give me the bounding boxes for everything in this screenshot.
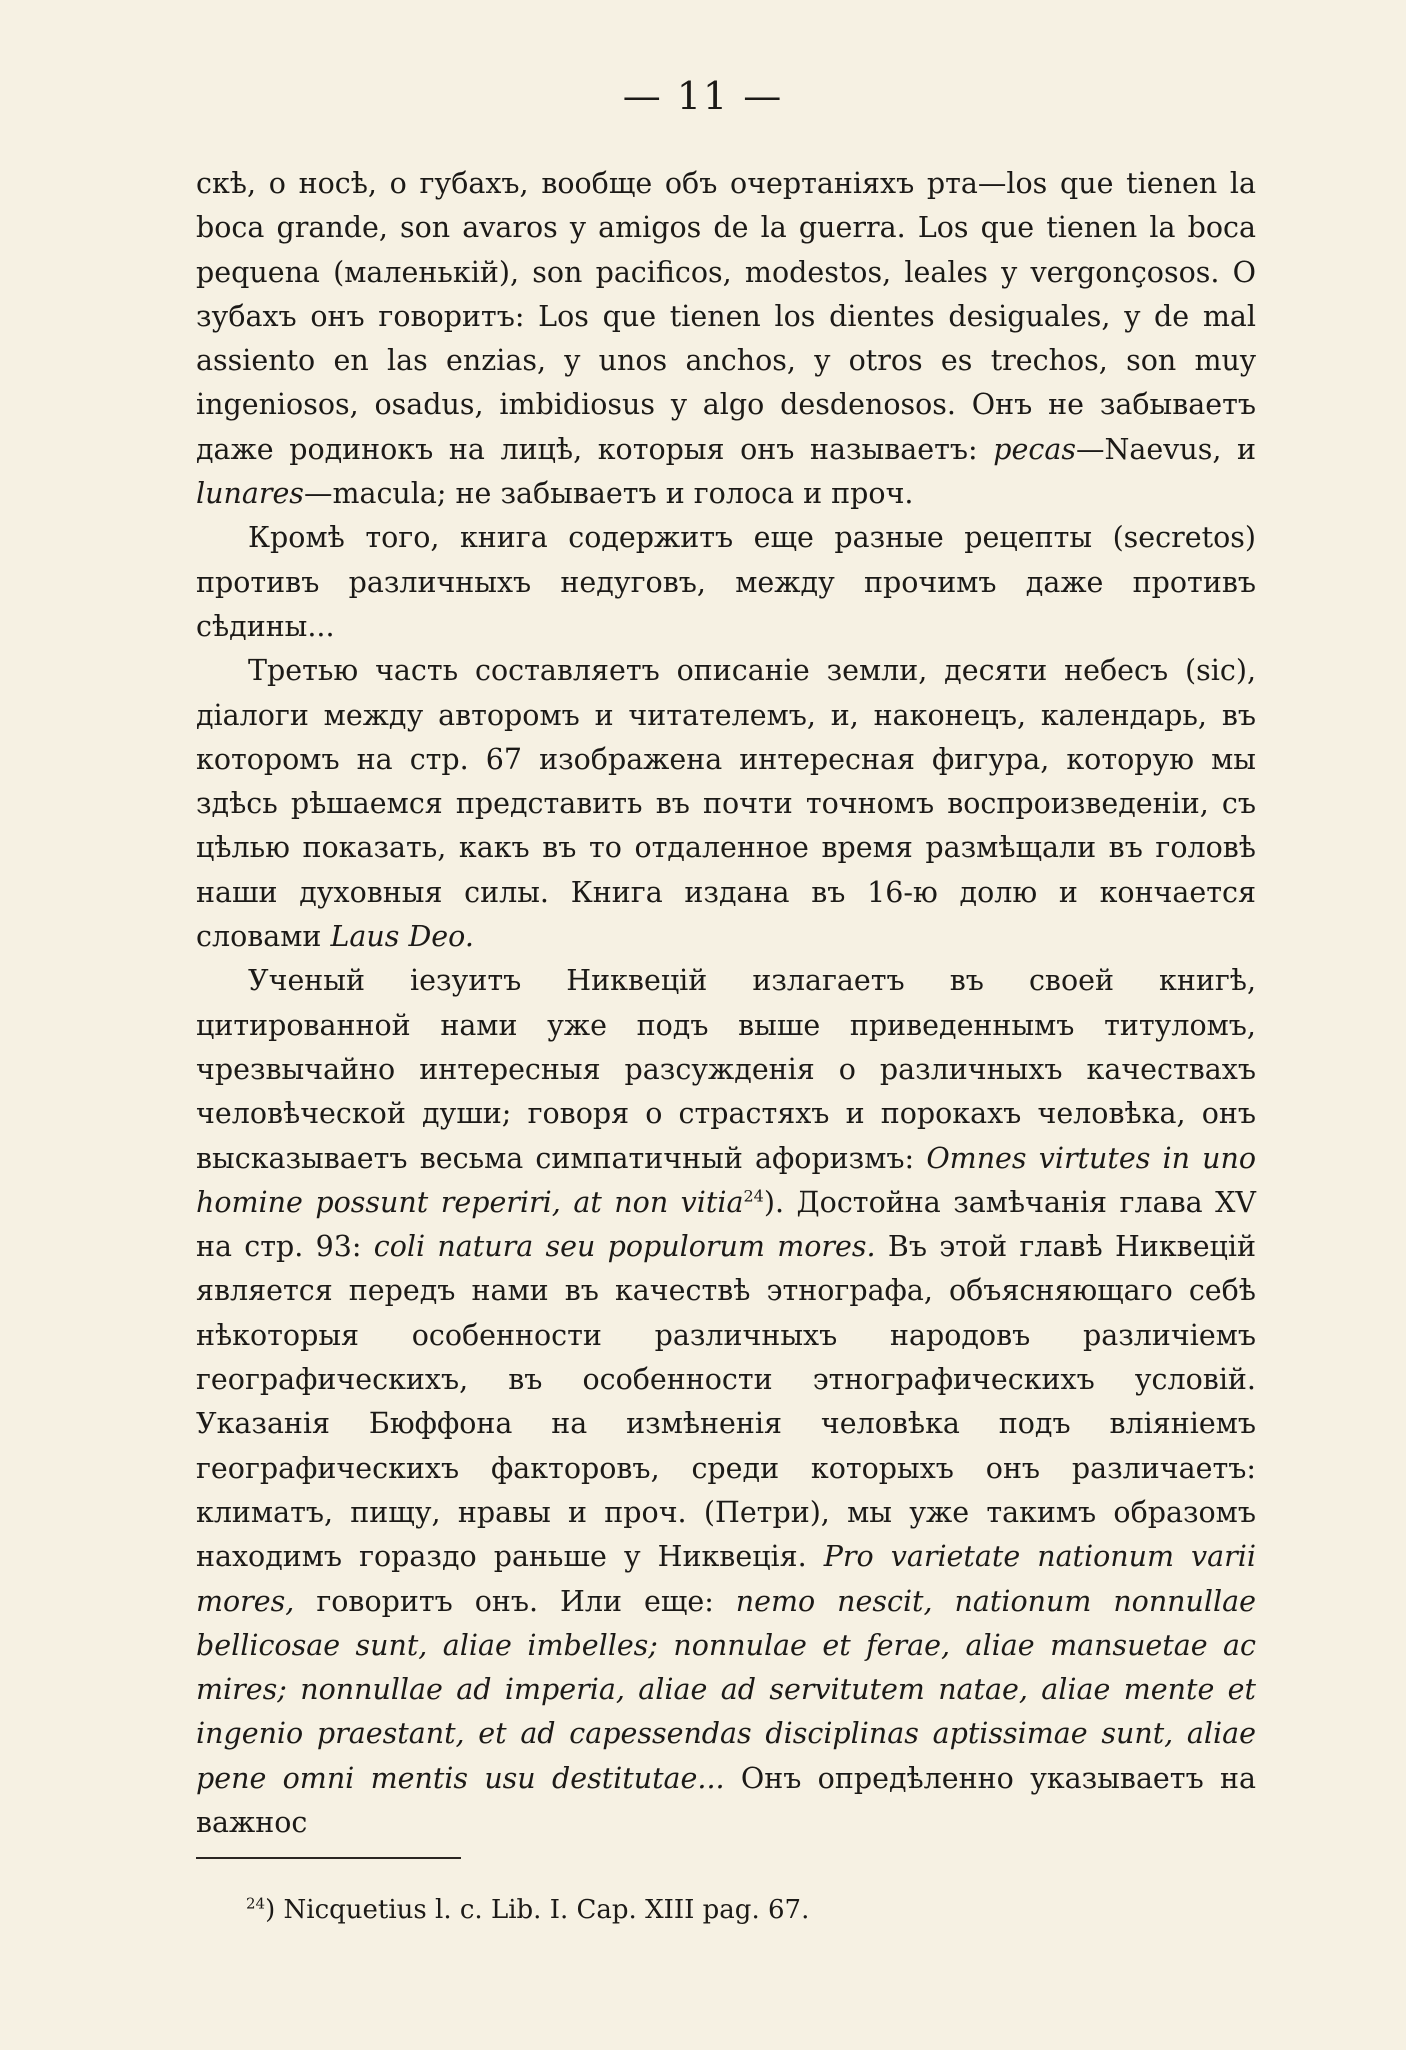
footnote-separator	[196, 1857, 461, 1859]
text-segment: Ученый іезуитъ Никвецій излагаетъ въ своей книгѣ, цитированной нами уже подъ выше приведеннымъ титуломъ, чрезвычайно интересныя разсужденія о различныхъ качествахъ человѣческой души; говоря о страстяхъ и порокахъ человѣка, онъ высказываетъ весьма симпатичный афоризмъ:	[196, 964, 1256, 1175]
italic-text: nemo nescit, nationum nonnullae bellicosae sunt, aliae imbelles; nonnulae et ferae, aliae mansuetae ac mires; nonnullae ad imperia, aliae ad servitutem natae, aliae mente et ingenio praestant, et ad capessendas disciplinas aptissimae sunt, aliae pene omni mentis usu destitutae...	[196, 1584, 1256, 1795]
text-segment: —macula; не забываетъ и голоса и проч.	[303, 477, 914, 511]
footnote-number: 24	[246, 1894, 266, 1913]
text-segment: говоритъ онъ. Или еще:	[294, 1584, 736, 1618]
body-text	[196, 162, 1256, 1845]
italic-text: pecas	[993, 432, 1076, 466]
italic-text: Omnes virtutes in uno homine possunt reperiri, at non vitia	[196, 1141, 1257, 1219]
footnote	[246, 1890, 809, 1930]
footnote-text: ) Nicquetius l. c. Lib. I. Cap. XIII pag. 67.	[265, 1895, 810, 1925]
text-segment: ). Достойна замѣчанія глава XV на стр. 93:	[196, 1185, 1256, 1264]
text-segment: Въ этой главѣ Никвецій является передъ нами въ качествѣ этнографа, объясняющаго себѣ нѣкоторыя особенности различныхъ народовъ различіемъ географическихъ, въ особенности этнографическихъ условій. Указанія Бюффона на измѣненія человѣка подъ вліяніемъ географическихъ факторовъ, среди которыхъ онъ различаетъ: климатъ, пищу, нравы и проч. (Петри), мы уже такимъ образомъ находимъ гораздо раньше у Никвеція.	[196, 1230, 1256, 1574]
text-segment: Третью часть составляетъ описаніе земли, десяти небесъ (sic), діалоги между авторомъ и читателемъ, и, наконецъ, календарь, въ которомъ на стр. 67 изображена интересная фигура, которую мы здѣсь рѣшаемся представить въ почти точномъ воспроизведеніи, съ цѣлью показать, какъ въ то отдаленное время размѣщали въ головѣ наши духовныя силы. Книга издана въ 16-ю долю и кончается словами	[196, 654, 1256, 954]
paragraph	[196, 162, 1256, 516]
italic-text: Laus Deo.	[330, 920, 474, 954]
page-number: — 11 —	[622, 74, 784, 118]
text-segment: скѣ, о носѣ, о губахъ, вообще объ очертаніяхъ рта—los que tienen la boca grande, son avaros y amigos de la guerra. Los que tienen la boca pequena (маленькій), son pacificos, modestos, leales y vergonçosos. О зубахъ онъ говоритъ: Los que tienen los dientes desiguales, y de mal assiento en las enzias, y unos anchos, y otros es trechos, son muy ingeniosos, osadus, imbidiosus y algo desdenosos. Онъ не забываетъ даже родинокъ на лицѣ, которыя онъ называетъ:	[196, 167, 1256, 466]
text-segment: —Naevus, и	[1075, 432, 1257, 466]
paragraph	[196, 649, 1256, 959]
italic-text: lunares	[196, 477, 304, 511]
paragraph	[196, 516, 1256, 649]
italic-text: Pro varietate nationum varii mores,	[196, 1540, 1256, 1618]
text-segment: Онъ опредѣленно указываетъ на важнос	[196, 1761, 1256, 1839]
text-segment: Кромѣ того, книга содержитъ еще разные рецепты (secretos) противъ различныхъ недуговъ, между прочимъ даже противъ сѣдины...	[196, 521, 1256, 643]
paragraph	[196, 959, 1256, 1845]
footnote-reference: 24	[743, 1186, 764, 1206]
italic-text: coli natura seu populorum mores.	[373, 1230, 876, 1264]
